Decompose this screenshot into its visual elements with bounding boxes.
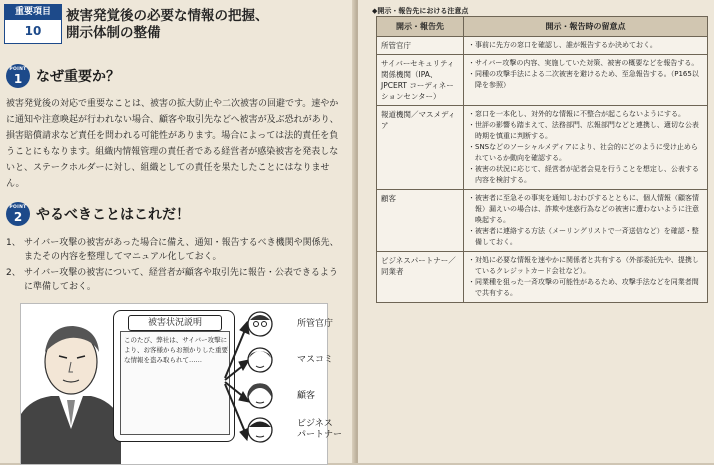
destination-label: 顧客 <box>297 391 316 401</box>
cell-target: 報道機関／マスメディア <box>377 106 464 190</box>
header-target: 開示・報告先 <box>377 17 464 37</box>
cell-target: 顧客 <box>377 190 464 252</box>
table-header-row <box>377 17 708 37</box>
point-1-body: 被害発覚後の対応で重要なことは、被害の拡大防止や二次被害の回避です。速やかに通知や注意喚起が行われない場合、顧客や取引先などへ被害が及ぶ恐れがあり、損害賠償請求など責任を問われる可能性があります。場合によっては法的責任を負うことにもなります。組織内情報管理の責任者である経営者が感染被害を発表しないと、ステークホルダーに対し、組織としての責任を果たしたことにはなりません。 <box>6 99 339 189</box>
table-row <box>377 37 708 55</box>
right-page <box>358 0 714 463</box>
point-2-icon: POINT 2 <box>6 202 30 226</box>
person-icon <box>245 416 275 446</box>
person-icon <box>245 310 275 340</box>
table-row <box>377 106 708 190</box>
page-title <box>66 8 348 42</box>
list-item: 1、 サイバー攻撃の被害があった場合に備え、通知・報告するべき機関や関係先、またその内容を整理してマニュアル化しておく。 <box>6 238 339 262</box>
left-page <box>0 0 356 463</box>
cell-target: 所管官庁 <box>377 37 464 55</box>
destination-label: ビジネス パートナー <box>297 419 343 440</box>
destination-label: マスコミ <box>297 355 334 365</box>
point-2-header <box>6 202 346 228</box>
table-caption: ◆開示・報告先における注意点 <box>372 7 469 15</box>
list-item: 2、 サイバー攻撃の被害について、経営者が顧客や取引先に報告・公表できるように準備しておく。 <box>6 268 338 292</box>
cell-notes: ・被害者に至急その事実を通知しおわびするとともに、個人情報（顧客情報）漏えいの場合は、詐欺や迷惑行為などの被害に遭わないように注意喚起する。 ・被害者に連絡する方法（メーリングリストで一斉送信など）を確認・整備しておく。 <box>464 190 708 252</box>
point-2-list <box>6 236 346 296</box>
cell-target: サイバーセキュリティ関係機関（IPA、JPCERT コーディネーションセンター） <box>377 55 464 106</box>
speech-bubble <box>113 310 235 442</box>
bubble-text: このたび、弊社は、サイバー攻撃により、お客様からお預かりした重要な情報を盗み取られて…… <box>124 336 228 364</box>
point-1-header <box>6 64 346 90</box>
illustration <box>20 303 343 465</box>
destination-media <box>245 346 334 379</box>
title-line-2: 開示体制の整備 <box>66 25 161 41</box>
person-icon <box>245 346 275 376</box>
item-badge <box>4 4 62 44</box>
destination-label: 所管官庁 <box>297 319 334 329</box>
table-row <box>377 190 708 252</box>
bubble-title: 被害状況説明 <box>128 315 222 331</box>
destination-ministry <box>245 310 334 343</box>
disclosure-notes-table <box>376 16 708 303</box>
cell-notes: ・事前に先方の窓口を確認し、誰が報告するか決めておく。 <box>464 37 708 55</box>
table-row <box>377 252 708 303</box>
point-2-heading: やるべきことはこれだ！ <box>36 207 190 223</box>
destination-customer <box>245 382 316 415</box>
badge-label: 重要項目 <box>5 5 61 20</box>
header-notes: 開示・報告時の留意点 <box>464 17 708 37</box>
badge-number: 10 <box>24 24 42 38</box>
person-icon <box>245 382 275 412</box>
cell-notes: ・サイバー攻撃の内容、実施していた対策、被害の概要などを報告する。 ・同種の攻撃手法による二次被害を避けるため、至急報告する。（P165以降を参照） <box>464 55 708 106</box>
destination-business-partner <box>245 416 343 449</box>
point-1-icon: POINT 1 <box>6 64 30 88</box>
speaker-illustration <box>21 304 121 464</box>
point-1-heading: なぜ重要か？ <box>36 69 120 85</box>
cell-notes: ・窓口を一本化し、対外的な情報に不整合が起こらないようにする。 ・世評の影響も踏まえて、法務部門、広報部門などと連携し、適切な公表時期を慎重に判断する。 ・SNSなどのソーシャルメディアにより、社会的にどのように受け止められているか動向を確認する。 ・被害の状況に応じて、経営者が記者会見を行うことを想定し、公表する内容を検討する。 <box>464 106 708 190</box>
cell-target: ビジネスパートナー／同業者 <box>377 252 464 303</box>
table-row <box>377 55 708 106</box>
cell-notes: ・対処に必要な情報を速やかに関係者と共有する（外部委託先や、提携しているクレジットカード会社など）。 ・同業種を狙った一斉攻撃の可能性があるため、攻撃手法などを同業者間で共有する。 <box>464 252 708 303</box>
title-line-1: 被害発覚後の必要な情報の把握、 <box>66 8 269 24</box>
